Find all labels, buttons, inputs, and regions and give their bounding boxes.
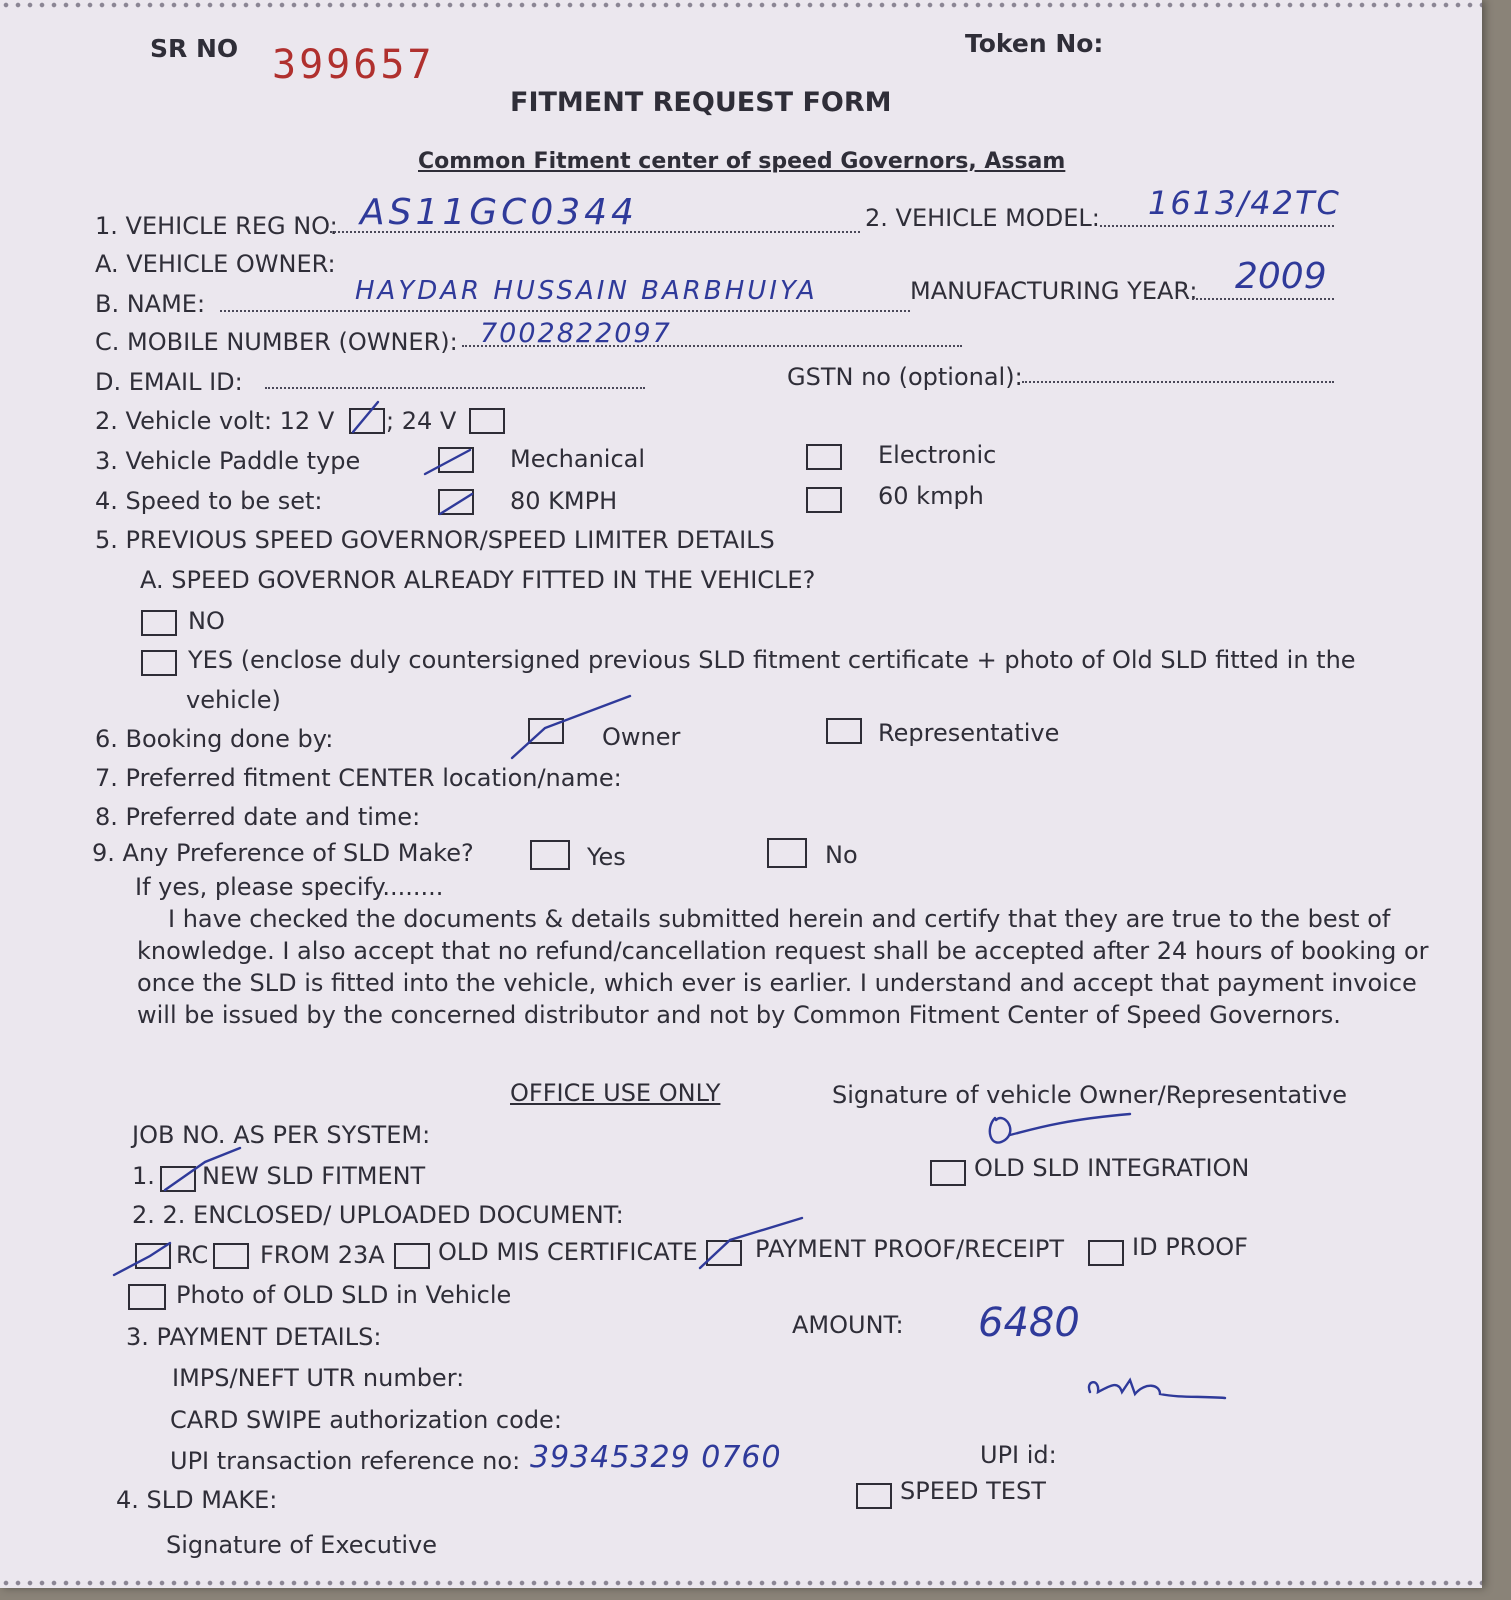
- reg-no-value: AS11GC0344: [360, 192, 638, 233]
- id-proof-label: ID PROOF: [1132, 1233, 1248, 1261]
- perforation-bottom: [0, 1578, 1482, 1588]
- prev-yes-label: YES (enclose duly countersigned previous SLD fitment certificate + photo of Old SLD fitted in the: [188, 646, 1356, 674]
- subtitle: Common Fitment center of speed Governors, Assam: [418, 149, 1066, 174]
- speed-80-checkbox[interactable]: [438, 489, 474, 515]
- reg-no-label: 1. VEHICLE REG NO:: [95, 212, 338, 240]
- mobile-label: C. MOBILE NUMBER (OWNER):: [95, 328, 458, 356]
- sr-no-label: SR NO: [150, 34, 239, 63]
- vehicle-owner-label: A. VEHICLE OWNER:: [95, 250, 336, 278]
- prev-yes-label-cont: vehicle): [186, 686, 281, 714]
- photo-old-sld-checkbox[interactable]: [128, 1284, 166, 1310]
- id-proof-checkbox[interactable]: [1088, 1240, 1124, 1266]
- sr-no-value: 399657: [272, 42, 435, 88]
- name-line: [220, 310, 910, 312]
- electronic-checkbox[interactable]: [806, 444, 842, 470]
- upi-ref-label: UPI transaction reference no:: [170, 1447, 521, 1475]
- rc-label: RC: [176, 1241, 209, 1269]
- specify-label: If yes, please specify........: [135, 873, 444, 901]
- executive-signature-label: Signature of Executive: [166, 1531, 438, 1559]
- speed-60-label: 60 kmph: [878, 482, 984, 510]
- sld-make-pref-label: 9. Any Preference of SLD Make?: [92, 839, 474, 867]
- mobile-value: 7002822097: [480, 318, 672, 349]
- owner-signature: [990, 1114, 1130, 1143]
- vehicle-model-label: 2. VEHICLE MODEL:: [865, 204, 1100, 232]
- imps-label: IMPS/NEFT UTR number:: [172, 1364, 465, 1392]
- rc-checkbox[interactable]: [135, 1243, 171, 1269]
- center-label: 7. Preferred fitment CENTER location/name:: [95, 764, 622, 792]
- prev-no-checkbox[interactable]: [141, 610, 177, 636]
- make-yes-checkbox[interactable]: [530, 840, 570, 870]
- gstn-line: [1022, 381, 1334, 383]
- old-sld-label: OLD SLD INTEGRATION: [974, 1154, 1250, 1182]
- mechanical-checkbox[interactable]: [438, 447, 474, 473]
- speed-80-label: 80 KMPH: [510, 487, 618, 515]
- sld-fitted-question: A. SPEED GOVERNOR ALREADY FITTED IN THE VEHICLE?: [140, 566, 816, 594]
- old-mis-label: OLD MIS CERTIFICATE: [438, 1238, 698, 1266]
- name-label: B. NAME:: [95, 290, 206, 318]
- speed-test-checkbox[interactable]: [856, 1483, 892, 1509]
- job-no-label: JOB NO. AS PER SYSTEM:: [132, 1121, 431, 1149]
- previous-sld-label: 5. PREVIOUS SPEED GOVERNOR/SPEED LIMITER DETAILS: [95, 526, 775, 554]
- volt-24v-checkbox[interactable]: [469, 408, 505, 434]
- paddle-label: 3. Vehicle Paddle type: [95, 447, 361, 475]
- volt-label: 2. Vehicle volt: 12 V: [95, 407, 335, 435]
- perforation-top: [0, 0, 1482, 10]
- gstn-label: GSTN no (optional):: [787, 363, 1023, 391]
- enclosed-label: 2. 2. ENCLOSED/ UPLOADED DOCUMENT:: [132, 1201, 624, 1229]
- sld-make-label: 4. SLD MAKE:: [116, 1486, 278, 1514]
- new-sld-number: 1.: [132, 1162, 155, 1190]
- old-mis-checkbox[interactable]: [394, 1243, 430, 1269]
- payment-proof-label: PAYMENT PROOF/RECEIPT: [755, 1235, 1065, 1263]
- booking-owner-label: Owner: [602, 723, 681, 751]
- speed-label: 4. Speed to be set:: [95, 487, 323, 515]
- booking-label: 6. Booking done by:: [95, 725, 334, 753]
- new-sld-label: NEW SLD FITMENT: [202, 1162, 426, 1190]
- speed-test-label: SPEED TEST: [900, 1477, 1046, 1505]
- upi-id-label: UPI id:: [980, 1441, 1057, 1469]
- form-title: FITMENT REQUEST FORM: [510, 87, 892, 118]
- new-sld-checkbox[interactable]: [160, 1166, 196, 1192]
- declaration-line-4: will be issued by the concerned distributor and not by Common Fitment Center of Speed Governors.: [137, 1001, 1341, 1029]
- name-value: HAYDAR HUSSAIN BARBHUIYA: [355, 276, 818, 306]
- mechanical-label: Mechanical: [510, 445, 646, 473]
- booking-owner-checkbox[interactable]: [528, 718, 564, 744]
- declaration-line-3: once the SLD is fitted into the vehicle, which ever is earlier. I understand and accept that payment invoice: [137, 969, 1417, 997]
- old-sld-checkbox[interactable]: [930, 1160, 966, 1186]
- declaration-line-1: I have checked the documents & details submitted herein and certify that they are true to the best of: [168, 905, 1391, 933]
- declaration-line-2: knowledge. I also accept that no refund/cancellation request shall be accepted after 24 hours of booking or: [137, 937, 1429, 965]
- mfg-year-value: 2009: [1235, 256, 1327, 297]
- prev-no-label: NO: [188, 607, 225, 635]
- make-yes-label: Yes: [587, 843, 626, 871]
- mfg-year-line: [1192, 298, 1334, 300]
- prev-yes-checkbox[interactable]: [141, 650, 177, 676]
- date-label: 8. Preferred date and time:: [95, 803, 421, 831]
- payment-proof-checkbox[interactable]: [706, 1240, 742, 1266]
- make-no-checkbox[interactable]: [767, 838, 807, 868]
- speed-60-checkbox[interactable]: [806, 487, 842, 513]
- booking-representative-label: Representative: [878, 719, 1060, 747]
- upi-ref-value: 39345329 0760: [530, 1440, 782, 1475]
- amount-label: AMOUNT:: [792, 1311, 904, 1339]
- photo-old-sld-label: Photo of OLD SLD in Vehicle: [176, 1281, 512, 1309]
- form23a-checkbox[interactable]: [213, 1243, 249, 1269]
- electronic-label: Electronic: [878, 441, 997, 469]
- card-swipe-label: CARD SWIPE authorization code:: [170, 1406, 562, 1434]
- form23a-label: FROM 23A: [260, 1241, 385, 1269]
- booking-representative-checkbox[interactable]: [826, 718, 862, 744]
- amount-value: 6480: [978, 1300, 1080, 1346]
- email-line: [265, 387, 645, 389]
- vehicle-model-line: [1100, 225, 1334, 227]
- office-use-heading: OFFICE USE ONLY: [510, 1079, 721, 1107]
- token-label: Token No:: [965, 29, 1104, 58]
- mfg-year-label: MANUFACTURING YEAR:: [910, 277, 1198, 305]
- payment-details-label: 3. PAYMENT DETAILS:: [126, 1323, 382, 1351]
- executive-initials: [1089, 1380, 1225, 1398]
- make-no-label: No: [825, 841, 858, 869]
- vehicle-model-value: 1613/42TC: [1148, 184, 1341, 222]
- email-label: D. EMAIL ID:: [95, 368, 243, 396]
- volt-24v-label: ; 24 V: [386, 407, 457, 435]
- volt-12v-checkbox[interactable]: [349, 408, 385, 434]
- owner-signature-label: Signature of vehicle Owner/Representative: [832, 1081, 1348, 1109]
